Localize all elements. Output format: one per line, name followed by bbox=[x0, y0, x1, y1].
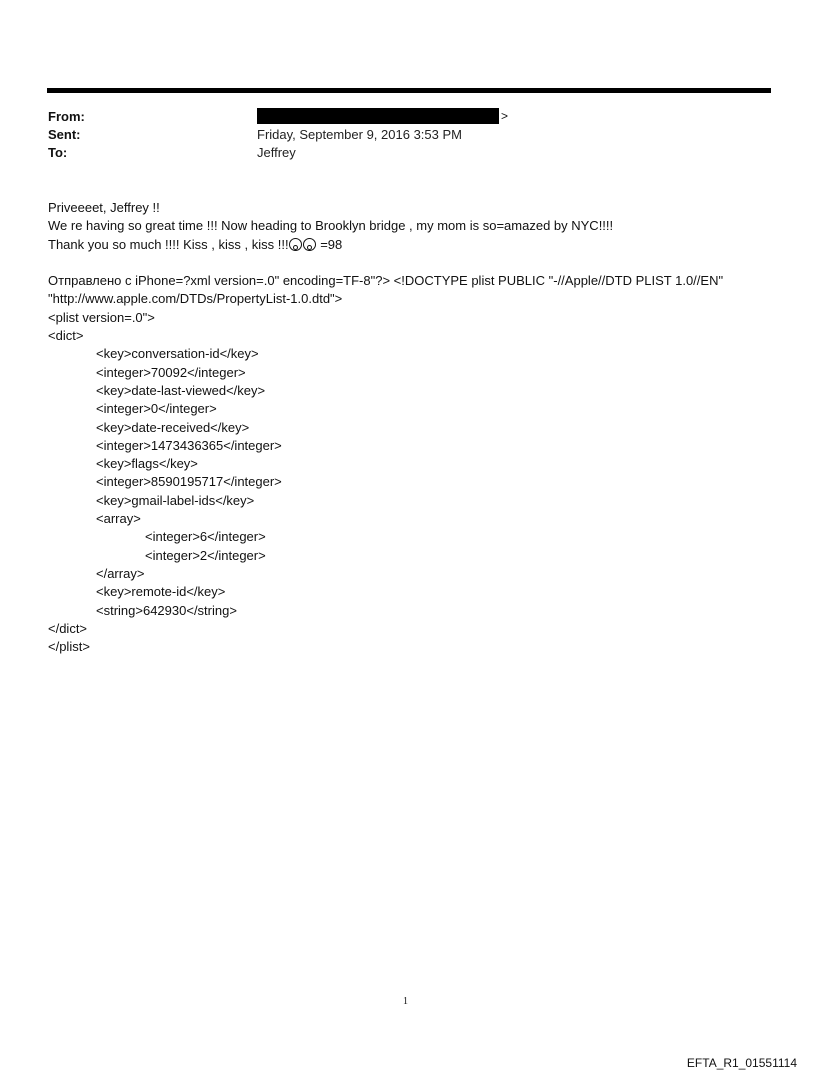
plist-line: <array> bbox=[96, 511, 141, 527]
plist-line: <integer>2</integer> bbox=[145, 547, 266, 563]
redaction-block bbox=[257, 108, 499, 124]
plist-line: <integer>8590195717</integer> bbox=[96, 474, 282, 490]
plist-line: <dict> bbox=[48, 328, 84, 344]
message-line-kisses bbox=[48, 236, 768, 254]
plist-line: <plist version=.0"> bbox=[48, 309, 155, 325]
plist-line: </array> bbox=[96, 565, 145, 581]
page-number: 1 bbox=[403, 996, 408, 1007]
plist-line: <integer>6</integer> bbox=[145, 529, 266, 545]
spacer bbox=[48, 254, 768, 272]
plist-line: "http://www.apple.com/DTDs/PropertyList-1.0.dtd"> bbox=[48, 291, 343, 307]
greeting: Priveeeet, Jeffrey !! bbox=[48, 200, 160, 215]
kiss-emoji-icon bbox=[289, 238, 302, 251]
plist-line: <key>conversation-id</key> bbox=[96, 346, 259, 362]
to-label: To: bbox=[48, 145, 68, 160]
plist-line: <integer>1473436365</integer> bbox=[96, 437, 282, 453]
message-line: We re having so great time !!! Now heading to Brooklyn bridge , my mom is so=amazed by NYC!!!! bbox=[48, 218, 614, 234]
document-id: EFTA_R1_01551114 bbox=[686, 1056, 797, 1070]
from-label: From: bbox=[48, 109, 85, 124]
kiss-suffix: =98 bbox=[316, 236, 343, 252]
header-rule bbox=[47, 88, 771, 93]
plist-block bbox=[48, 272, 768, 656]
plist-line: <key>date-last-viewed</key> bbox=[96, 382, 266, 398]
kiss-emoji-icon bbox=[303, 238, 316, 251]
plist-line: <integer>0</integer> bbox=[96, 401, 217, 417]
plist-line: </plist> bbox=[48, 639, 90, 655]
sent-value: Friday, September 9, 2016 3:53 PM bbox=[257, 127, 462, 142]
plist-line: <key>gmail-label-ids</key> bbox=[96, 492, 255, 508]
kiss-text: Thank you so much !!!! Kiss , kiss , kiss !!! bbox=[48, 236, 289, 252]
plist-line: <key>remote-id</key> bbox=[96, 584, 226, 600]
plist-line: Отправлено с iPhone=?xml version=.0" encoding=TF-8"?> <!DOCTYPE plist PUBLIC "-//Apple//DTD PLIST 1.0//EN" bbox=[48, 273, 724, 289]
plist-line: <integer>70092</integer> bbox=[96, 364, 246, 380]
sent-label: Sent: bbox=[48, 127, 81, 142]
from-suffix: > bbox=[501, 109, 509, 123]
plist-line: <key>flags</key> bbox=[96, 456, 198, 472]
plist-line: </dict> bbox=[48, 620, 88, 636]
message-body bbox=[48, 199, 768, 656]
plist-line: <string>642930</string> bbox=[96, 602, 237, 618]
plist-line: <key>date-received</key> bbox=[96, 419, 250, 435]
to-value: Jeffrey bbox=[257, 145, 296, 160]
